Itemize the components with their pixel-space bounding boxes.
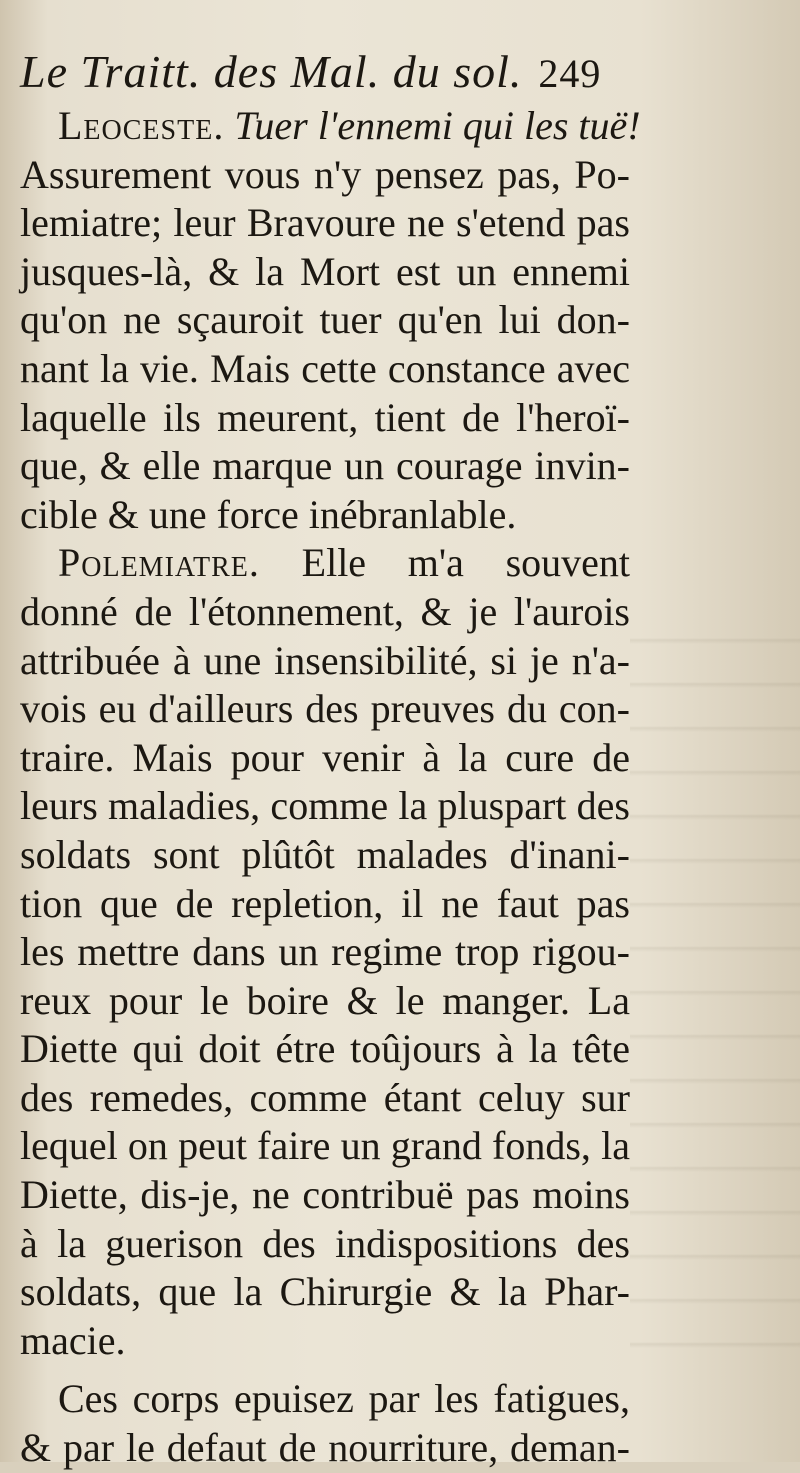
text-line: à la guerison des indispositions des (20, 1220, 630, 1266)
text-line: nant la vie. Mais cette constance avec (20, 345, 630, 391)
text-line: donné de l'étonnement, & je l'aurois (20, 588, 630, 634)
text-line: laquelle ils meurent, tient de l'heroï- (20, 394, 630, 440)
text-line: que, & elle marque un courage invin- (20, 443, 630, 489)
text-line: vois eu d'ailleurs des preuves du con- (20, 686, 630, 732)
text-line: des remedes, comme étant celuy sur (20, 1074, 630, 1120)
text-line: Assurement vous n'y pensez pas, Po- (20, 151, 630, 197)
text-line: cible & une force inébranlable. (20, 491, 517, 537)
text-line: & par le defaut de nourriture, deman- (20, 1425, 630, 1471)
text-line: tion que de repletion, il ne faut pas (20, 880, 630, 926)
text-line: Diette qui doit étre toûjours à la tête (20, 1026, 630, 1072)
paragraph-gap (20, 1365, 630, 1375)
speaker-name: Polemiatre. (58, 540, 260, 586)
text-line: soldats sont plûtôt malades d'inani- (20, 831, 630, 877)
text-line: leurs maladies, comme la pluspart des (20, 783, 630, 829)
running-header (20, 42, 640, 102)
show-through-shadow (630, 600, 800, 1360)
text-line: macie. (20, 1317, 126, 1363)
text-line: reux pour le boire & le manger. La (20, 977, 630, 1023)
speaker-name: Leoceste. (58, 103, 225, 148)
text-line: Diette, dis-je, ne contribuë pas moins (20, 1172, 630, 1218)
text-line: attribuée à une insensibilité, si je n'a- (20, 637, 630, 683)
text-line: jusques-là, & la Mort est un ennemi (20, 248, 630, 294)
text-line: Polemiatre. Elle m'a souvent (58, 540, 631, 586)
text-line: qu'on ne sçauroit tuer qu'en lui don- (20, 297, 630, 343)
text-line: lequel on peut faire un grand fonds, la (20, 1123, 630, 1169)
text-line: lemiatre; leur Bravoure ne s'etend pas (20, 200, 630, 246)
text-line: Leoceste. Tuer l'ennemi qui les tuë! (58, 103, 641, 148)
page-number: 249 (538, 51, 602, 96)
page-body (20, 102, 641, 1473)
text-line: Ces corps epuisez par les fatigues, (58, 1376, 630, 1422)
running-title: Le Traitt. des Mal. du sol. (20, 46, 523, 97)
text-line: soldats, que la Chirurgie & la Phar- (20, 1269, 630, 1315)
text-line: les mettre dans un regime trop rigou- (20, 929, 630, 975)
text-line: traire. Mais pour venir à la cure de (20, 734, 630, 780)
